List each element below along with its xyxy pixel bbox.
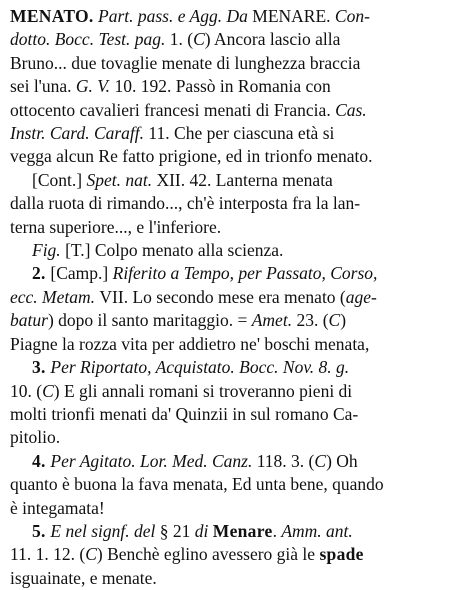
text-segment: Spet. nat. bbox=[86, 169, 157, 190]
text-segment: ) bbox=[340, 310, 347, 331]
text-segment: Bruno... due tovaglie menate di lunghezza braccia bbox=[10, 52, 361, 73]
text-segment: vegga alcun Re fatto prigione, ed in trionfo menato. bbox=[10, 146, 373, 167]
text-segment: 4. bbox=[32, 450, 51, 471]
entry-line bbox=[10, 473, 463, 496]
text-segment: 1. ( bbox=[169, 29, 194, 50]
text-segment: sei l'una. bbox=[10, 76, 76, 97]
text-segment: § 21 bbox=[159, 520, 195, 541]
text-segment: MENARE bbox=[252, 6, 327, 26]
text-segment: 10. ( bbox=[10, 380, 43, 401]
entry-line bbox=[10, 520, 463, 543]
entry-line bbox=[10, 192, 463, 215]
text-segment: spade bbox=[319, 544, 364, 565]
text-segment: isguainate, e menate. bbox=[10, 567, 157, 588]
entry-line bbox=[10, 356, 463, 379]
text-segment: 5. bbox=[32, 520, 51, 541]
entry-line bbox=[10, 216, 463, 239]
text-segment: 11. Che per ciascuna età si bbox=[148, 123, 335, 144]
entry-line bbox=[10, 99, 463, 122]
text-segment: . bbox=[272, 520, 282, 541]
text-segment: E nel signf. del bbox=[50, 520, 160, 541]
text-segment: [Cont.] bbox=[32, 169, 87, 190]
text-segment: C bbox=[85, 544, 97, 565]
entry-line bbox=[10, 52, 463, 75]
text-segment: Per Riportato, Acquistato. Bocc. Nov. 8. g. bbox=[50, 357, 350, 378]
text-segment: C bbox=[328, 310, 341, 331]
entry-line bbox=[10, 5, 463, 28]
text-segment: C bbox=[42, 380, 54, 401]
text-segment: MENATO. bbox=[10, 6, 94, 26]
text-segment: Menare bbox=[212, 520, 273, 541]
text-segment: dotto. Bocc. Test. pag. bbox=[10, 29, 170, 50]
text-segment: . bbox=[326, 6, 335, 26]
text-segment: VII. Lo secondo mese era menato ( bbox=[99, 286, 346, 307]
text-segment: Piagne la rozza vita per addietro ne' boschi menata, bbox=[10, 333, 370, 354]
entry-line bbox=[10, 403, 463, 426]
text-segment: ) Ancora lascio alla bbox=[204, 29, 341, 50]
text-segment: 11. 1. 12. ( bbox=[10, 544, 86, 565]
text-segment: XII. 42. Lanterna menata bbox=[156, 169, 333, 190]
entry-line bbox=[10, 239, 463, 262]
text-segment: 23. ( bbox=[296, 310, 329, 331]
entry-line bbox=[10, 75, 463, 98]
text-segment: pitolio. bbox=[10, 427, 61, 448]
text-segment: C bbox=[193, 29, 205, 50]
text-segment: C bbox=[314, 450, 327, 471]
text-segment: ) Oh bbox=[326, 450, 358, 471]
entry-line bbox=[10, 309, 463, 332]
text-segment: Fig. bbox=[32, 240, 66, 261]
text-segment: G. V. bbox=[75, 76, 115, 97]
entry-line bbox=[10, 286, 463, 309]
text-segment: ) Benchè eglino avessero già le bbox=[96, 544, 320, 565]
entry-line bbox=[10, 145, 463, 168]
entry-line bbox=[10, 426, 463, 449]
text-segment: 118. 3. ( bbox=[256, 450, 315, 471]
entry-line bbox=[10, 543, 463, 566]
text-segment: ) E gli annali romani si troveranno pieni di bbox=[53, 380, 353, 401]
text-segment: quanto è buona la fava menata, Ed unta bene, quando bbox=[10, 474, 384, 495]
text-segment: Con- bbox=[334, 6, 370, 26]
entry-line bbox=[10, 450, 463, 473]
text-segment: [T.] Colpo menato alla scienza. bbox=[65, 240, 284, 261]
entry-line bbox=[10, 262, 463, 285]
text-segment: [Camp.] bbox=[50, 263, 113, 284]
text-segment: Part. pass. e Agg. Da bbox=[98, 6, 253, 26]
text-segment: age- bbox=[345, 286, 377, 307]
text-segment: terna superiore..., e l'inferiore. bbox=[10, 216, 222, 237]
text-segment: Cas. bbox=[335, 99, 367, 120]
text-segment: Amet. bbox=[251, 310, 297, 331]
text-segment: 10. 192. Passò in Romania con bbox=[114, 76, 331, 97]
text-segment: Instr. Card. Caraff. bbox=[10, 123, 149, 144]
entry-line bbox=[10, 333, 463, 356]
entry-line bbox=[10, 380, 463, 403]
text-segment: Per Agitato. Lor. Med. Canz. bbox=[50, 450, 257, 471]
text-segment: Riferito a Tempo, per Passato, Corso, bbox=[112, 263, 378, 284]
entry-line bbox=[10, 169, 463, 192]
text-segment: 2. bbox=[32, 263, 51, 284]
text-segment: è integamata! bbox=[10, 497, 105, 518]
text-segment: batur bbox=[10, 310, 48, 331]
text-segment: 3. bbox=[32, 357, 51, 378]
entry-line bbox=[10, 567, 463, 590]
entry-line bbox=[10, 28, 463, 51]
text-segment: ecc. Metam. bbox=[10, 286, 100, 307]
text-segment: Amm. ant. bbox=[281, 520, 353, 541]
entry-line bbox=[10, 122, 463, 145]
text-segment: molti trionfi menati da' Quinzii in sul romano Ca- bbox=[10, 403, 359, 424]
entry-line bbox=[10, 497, 463, 520]
text-segment: ) dopo il santo maritaggio. = bbox=[47, 310, 252, 331]
text-segment: di bbox=[194, 520, 213, 541]
text-segment: dalla ruota di rimando..., ch'è interposta fra la lan- bbox=[10, 193, 361, 214]
text-segment: ottocento cavalieri francesi menati di Francia. bbox=[10, 99, 336, 120]
